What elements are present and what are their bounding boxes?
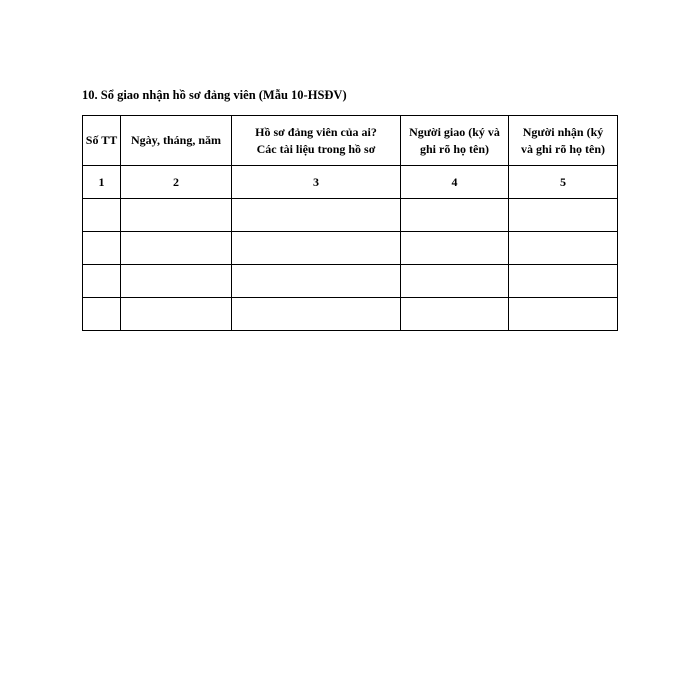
- empty-cell: [401, 199, 509, 232]
- column-number: 5: [509, 166, 618, 199]
- column-number: 1: [83, 166, 121, 199]
- header-line: Người giao (ký và: [409, 124, 500, 139]
- header-cell-dossier: [232, 116, 401, 166]
- empty-cell: [401, 232, 509, 265]
- column-number: 2: [121, 166, 232, 199]
- handover-ledger-table: [82, 115, 618, 331]
- empty-cell: [121, 232, 232, 265]
- document-title: 10. Sổ giao nhận hồ sơ đảng viên (Mẫu 10-HSĐV): [82, 88, 347, 102]
- empty-cell: [232, 265, 401, 298]
- empty-cell: [83, 232, 121, 265]
- empty-cell: [401, 298, 509, 331]
- table-row: [83, 199, 618, 232]
- table-row: [83, 265, 618, 298]
- empty-cell: [83, 265, 121, 298]
- table-row: [83, 298, 618, 331]
- empty-cell: [121, 298, 232, 331]
- empty-cell: [232, 199, 401, 232]
- empty-cell: [509, 232, 618, 265]
- empty-cell: [401, 265, 509, 298]
- column-number-row: [83, 166, 618, 199]
- table-row: [83, 232, 618, 265]
- header-line: ghi rõ họ tên): [420, 141, 489, 156]
- header-cell-receiver: [509, 116, 618, 166]
- header-line: Ngày, tháng, năm: [130, 133, 222, 147]
- header-cell-stt: [83, 116, 121, 166]
- empty-cell: [509, 199, 618, 232]
- header-line: Người nhận (ký: [522, 124, 604, 139]
- empty-cell: [509, 298, 618, 331]
- empty-cell: [121, 265, 232, 298]
- empty-cell: [121, 199, 232, 232]
- empty-cell: [232, 232, 401, 265]
- header-cell-giver: [401, 116, 509, 166]
- blank-rows-body: [83, 199, 618, 331]
- column-number: 3: [232, 166, 401, 199]
- header-line: Hồ sơ đảng viên của ai?: [255, 124, 377, 139]
- column-number: 4: [401, 166, 509, 199]
- header-cell-date: [121, 116, 232, 166]
- header-row: [83, 116, 618, 166]
- header-line: Các tài liệu trong hồ sơ: [256, 141, 376, 156]
- empty-cell: [83, 298, 121, 331]
- empty-cell: [232, 298, 401, 331]
- header-line: Số TT: [85, 133, 118, 147]
- empty-cell: [509, 265, 618, 298]
- empty-cell: [83, 199, 121, 232]
- header-line: và ghi rõ họ tên): [521, 141, 605, 156]
